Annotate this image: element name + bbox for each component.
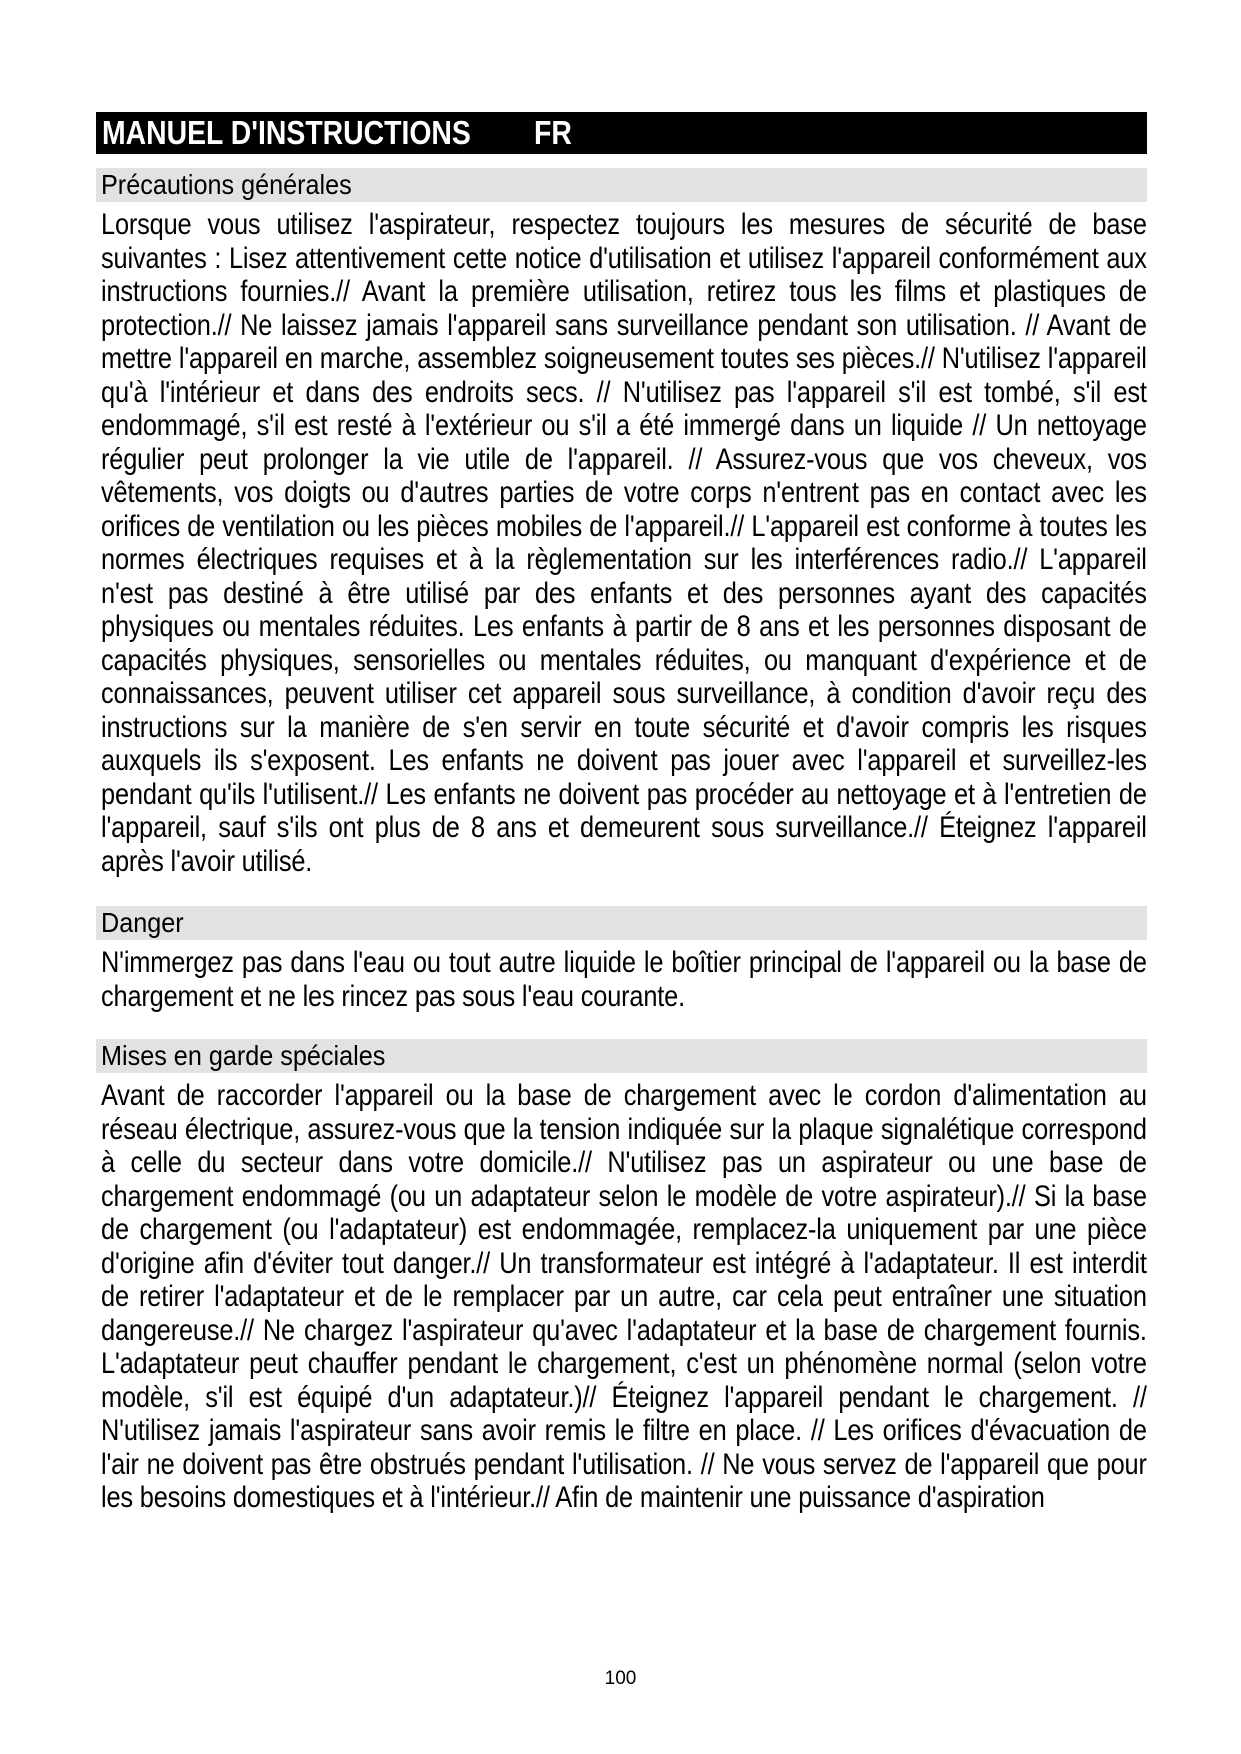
section-heading-danger: [96, 906, 1147, 940]
section-body-text: Lorsque vous utilisez l'aspirateur, respectez toujours les mesures de sécurité de base suivantes : Lisez attentivement cette notice d'utilisation et utilisez l'appareil conformément aux instructions fournies.// Avant la première utilisation, retirez tous les films et plastiques de protection.// Ne laissez jamais l'appareil sans surveillance pendant son utilisation. // Avant de mettre l'appareil en marche, assemblez soigneusement toutes ses pièces.// N'utilisez l'appareil qu'à l'intérieur et dans des endroits secs. // N'utilisez pas l'appareil s'il est tombé, s'il est endommagé, s'il est resté à l'extérieur ou s'il a été immergé dans un liquide // Un nettoyage régulier peut prolonger la vie utile de l'appareil. // Assurez-vous que vos cheveux, vos vêtements, vos doigts ou d'autres parties de votre corps n'entrent pas en contact avec les orifices de ventilation ou les pièces mobiles de l'appareil.// L'appareil est conforme à toutes les normes électriques requises et à la règlementation sur les interférences radio.// L'appareil n'est pas destiné à être utilisé par des enfants et des personnes ayant des capacités physiques ou mentales réduites. Les enfants à partir de 8 ans et les personnes disposant de capacités physiques, sensorielles ou mentales réduites, ou manquant d'expérience et de connaissances, peuvent utiliser cet appareil sous surveillance, à condition d'avoir reçu des instructions sur la manière de s'en servir en toute sécurité et d'avoir compris les risques auxquels ils s'exposent. Les enfants ne doivent pas jouer avec l'appareil et surveillez-les pendant qu'ils l'utilisent.// Les enfants ne doivent pas procéder au nettoyage et à l'entretien de l'appareil, sauf s'ils ont plus de 8 ans et demeurent sous surveillance.// Éteignez l'appareil après l'avoir utilisé.: [101, 208, 1147, 878]
section-body-text: Avant de raccorder l'appareil ou la base de chargement avec le cordon d'alimentation au réseau électrique, assurez-vous que la tension indiquée sur la plaque signalétique correspond à celle du secteur dans votre domicile.// N'utilisez pas un aspirateur ou une base de chargement endommagé (ou un adaptateur selon le modèle de votre aspirateur).// Si la base de chargement (ou l'adaptateur) est endommagée, remplacez-la uniquement par une pièce d'origine afin d'éviter tout danger.// Un transformateur est intégré à l'adaptateur. Il est interdit de retirer l'adaptateur et de le remplacer par un autre, car cela peut entraîner une situation dangereuse.// Ne chargez l'aspirateur qu'avec l'adaptateur et la base de chargement fournis. L'adaptateur peut chauffer pendant le chargement, c'est un phénomène normal (selon votre modèle, s'il est équipé d'un adaptateur.)// Éteignez l'appareil pendant le chargement. // N'utilisez jamais l'aspirateur sans avoir remis le filtre en place. // Les orifices d'évacuation de l'air ne doivent pas être obstrués pendant l'utilisation. // Ne vous servez de l'appareil que pour les besoins domestiques et à l'intérieur.// Afin de maintenir une puissance d'aspiration: [101, 1079, 1147, 1514]
section-body-special-warnings: [101, 1079, 1147, 1515]
section-body-text: N'immergez pas dans l'eau ou tout autre liquide le boîtier principal de l'appareil ou la base de chargement et ne les rincez pas sous l'eau courante.: [101, 946, 1147, 1013]
manual-page: [96, 112, 1147, 1515]
page-number: 100: [604, 1668, 637, 1689]
manual-title: MANUEL D'INSTRUCTIONS: [102, 114, 471, 151]
manual-title-bar: [96, 112, 1147, 154]
section-heading-special-warnings: [96, 1039, 1147, 1073]
section-heading-general-precautions: [96, 168, 1147, 202]
section-heading-label: Précautions générales: [101, 169, 352, 200]
section-heading-label: Mises en garde spéciales: [101, 1040, 386, 1071]
section-spacer: [96, 878, 1147, 906]
language-code: FR: [534, 114, 572, 151]
section-body-general-precautions: [101, 208, 1147, 878]
section-spacer: [96, 1013, 1147, 1039]
section-body-danger: [101, 946, 1147, 1013]
section-heading-label: Danger: [101, 907, 184, 938]
